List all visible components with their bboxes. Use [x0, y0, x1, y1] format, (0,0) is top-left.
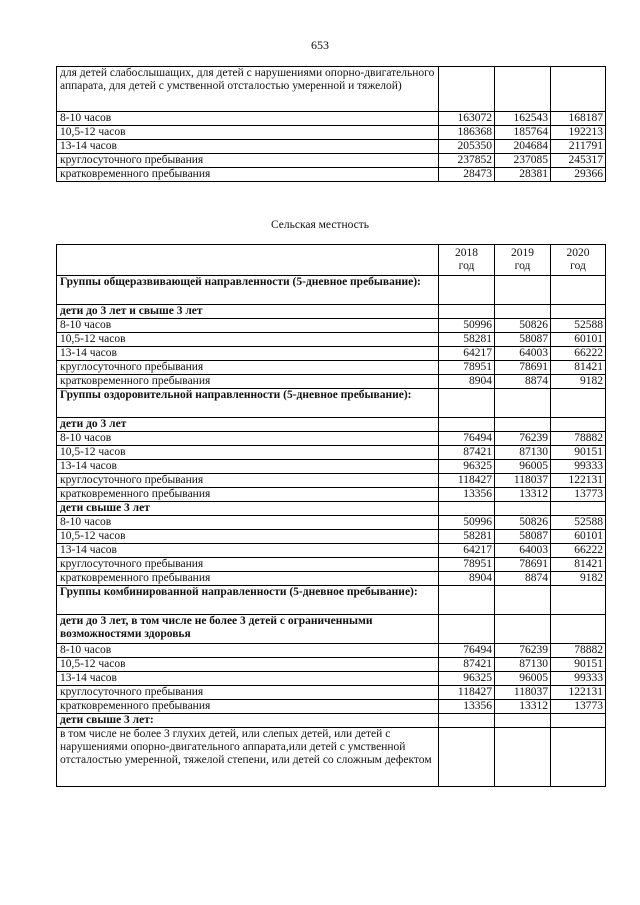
rural-rows	[57, 245, 606, 787]
table-row	[57, 502, 606, 516]
empty-cell	[495, 305, 551, 319]
empty-cell	[439, 418, 495, 432]
value-2018: 76494	[439, 432, 495, 446]
value-2018: 8904	[439, 375, 495, 389]
empty-cell	[495, 502, 551, 516]
value-2018: 13356	[439, 488, 495, 502]
row-label: 8-10 часов	[57, 432, 439, 446]
empty-cell	[495, 728, 551, 787]
table-row	[57, 432, 606, 446]
value-2020: 60101	[551, 333, 606, 347]
value-2018: 64217	[439, 544, 495, 558]
empty-cell	[551, 276, 606, 305]
table-row	[57, 474, 606, 488]
empty-cell	[439, 276, 495, 305]
value-2020: 9182	[551, 572, 606, 586]
empty-cell	[439, 728, 495, 787]
value-2018: 237852	[439, 154, 495, 168]
value-2019: 118037	[495, 474, 551, 488]
empty-cell	[495, 276, 551, 305]
row-label: для детей слабослышащих, для детей с нарушениями опорно-двигательного аппарата, для детей с умственной отсталостью умеренной и тяжелой)	[57, 67, 439, 112]
value-2020: 81421	[551, 361, 606, 375]
row-label: 10,5-12 часов	[57, 530, 439, 544]
value-2019: 8874	[495, 572, 551, 586]
table-row	[57, 389, 606, 418]
table-row	[57, 276, 606, 305]
row-label: 13-14 часов	[57, 460, 439, 474]
value-2019: 76239	[495, 644, 551, 658]
continuation-table	[56, 66, 606, 182]
value-2019: 76239	[495, 432, 551, 446]
empty-cell	[439, 305, 495, 319]
row-label: кратковременного пребывания	[57, 700, 439, 714]
header-2018: 2018 год	[439, 245, 495, 276]
table-row	[57, 644, 606, 658]
table-row	[57, 572, 606, 586]
value-2020: 245317	[551, 154, 606, 168]
value-2019: 13312	[495, 488, 551, 502]
empty-cell	[495, 586, 551, 615]
value-2019: 50826	[495, 516, 551, 530]
value-2019: 118037	[495, 686, 551, 700]
group-subtitle: дети до 3 лет и свыше 3 лет	[57, 305, 439, 319]
table-row	[57, 67, 606, 112]
table-row	[57, 140, 606, 154]
header-row	[57, 245, 606, 276]
table-row	[57, 516, 606, 530]
group-subtitle: дети свыше 3 лет:	[57, 714, 439, 728]
table-row	[57, 126, 606, 140]
group-title: Группы комбинированной направленности (5-дневное пребывание):	[57, 586, 439, 615]
value-2020: 78882	[551, 644, 606, 658]
value-2020: 13773	[551, 700, 606, 714]
table-row	[57, 714, 606, 728]
table-row	[57, 530, 606, 544]
value-2020: 192213	[551, 126, 606, 140]
value-2019: 237085	[495, 154, 551, 168]
section-title: Сельская местность	[270, 219, 370, 231]
empty-cell	[439, 389, 495, 418]
row-label: кратковременного пребывания	[57, 572, 439, 586]
value-2019: 78691	[495, 361, 551, 375]
value-2019: 87130	[495, 446, 551, 460]
value-2019: 78691	[495, 558, 551, 572]
row-label: 10,5-12 часов	[57, 126, 439, 140]
value-2018: 76494	[439, 644, 495, 658]
row-label: 10,5-12 часов	[57, 658, 439, 672]
empty-cell	[439, 714, 495, 728]
table-row	[57, 558, 606, 572]
row-label: кратковременного пребывания	[57, 488, 439, 502]
empty-cell	[551, 502, 606, 516]
table-row	[57, 418, 606, 432]
table-row	[57, 361, 606, 375]
value-2018: 50996	[439, 516, 495, 530]
table-row	[57, 168, 606, 182]
empty-cell	[551, 305, 606, 319]
value-2019: 204684	[495, 140, 551, 154]
row-label: 8-10 часов	[57, 644, 439, 658]
row-label: 13-14 часов	[57, 140, 439, 154]
value-2020: 52588	[551, 516, 606, 530]
table-row	[57, 460, 606, 474]
rural-table	[56, 244, 606, 787]
empty-cell	[495, 615, 551, 644]
value-2019: 8874	[495, 375, 551, 389]
value-2019: 64003	[495, 347, 551, 361]
table-row	[57, 672, 606, 686]
empty-cell	[439, 502, 495, 516]
table-row	[57, 446, 606, 460]
value-2020: 122131	[551, 686, 606, 700]
row-label: круглосуточного пребывания	[57, 558, 439, 572]
group-subtitle: дети свыше 3 лет	[57, 502, 439, 516]
value-2018: 64217	[439, 347, 495, 361]
empty-cell	[551, 615, 606, 644]
value-2019: 185764	[495, 126, 551, 140]
empty-cell	[551, 728, 606, 787]
value-2020: 66222	[551, 544, 606, 558]
value-2019: 58087	[495, 530, 551, 544]
value-2020: 99333	[551, 460, 606, 474]
empty-cell	[439, 586, 495, 615]
empty-cell	[551, 714, 606, 728]
header-2019: 2019 год	[495, 245, 551, 276]
value-2018: 87421	[439, 658, 495, 672]
value-2019: 64003	[495, 544, 551, 558]
table-row	[57, 544, 606, 558]
value-2019: 96005	[495, 460, 551, 474]
table-row	[57, 154, 606, 168]
row-label: круглосуточного пребывания	[57, 361, 439, 375]
table-row	[57, 658, 606, 672]
group-note: в том числе не более 3 глухих детей, или слепых детей, или детей с нарушениями опорно-двигательного аппарата,или детей с умственной отсталостью умеренной, тяжелой степени, или детей со сложным дефектом	[57, 728, 439, 787]
value-2020: 13773	[551, 488, 606, 502]
row-label: 8-10 часов	[57, 112, 439, 126]
empty-cell	[439, 615, 495, 644]
value-2018: 58281	[439, 333, 495, 347]
value-2020: 52588	[551, 319, 606, 333]
value-2018: 78951	[439, 558, 495, 572]
value-2018: 163072	[439, 112, 495, 126]
value-2019: 13312	[495, 700, 551, 714]
table-row	[57, 319, 606, 333]
header-2020: 2020 год	[551, 245, 606, 276]
row-label: 10,5-12 часов	[57, 333, 439, 347]
value-2018: 13356	[439, 700, 495, 714]
value-2018: 58281	[439, 530, 495, 544]
table-row	[57, 728, 606, 787]
value-2020: 29366	[551, 168, 606, 182]
empty-cell	[495, 418, 551, 432]
table-row	[57, 615, 606, 644]
header-empty-cell	[57, 245, 439, 276]
row-label: 13-14 часов	[57, 347, 439, 361]
value-2020: 60101	[551, 530, 606, 544]
empty-cell	[495, 389, 551, 418]
group-subtitle: дети до 3 лет	[57, 418, 439, 432]
row-label: круглосуточного пребывания	[57, 154, 439, 168]
empty-cell	[551, 389, 606, 418]
value-2020: 122131	[551, 474, 606, 488]
row-label: 13-14 часов	[57, 544, 439, 558]
row-label: кратковременного пребывания	[57, 168, 439, 182]
table-row	[57, 488, 606, 502]
page-number: 653	[311, 38, 329, 52]
value-2018: 28473	[439, 168, 495, 182]
empty-cell	[551, 586, 606, 615]
table-row	[57, 112, 606, 126]
value-2018: 50996	[439, 319, 495, 333]
value-2019: 50826	[495, 319, 551, 333]
value-2018: 118427	[439, 474, 495, 488]
empty-cell	[551, 418, 606, 432]
value-2020: 90151	[551, 658, 606, 672]
value-2020: 66222	[551, 347, 606, 361]
row-label: 8-10 часов	[57, 516, 439, 530]
row-label: кратковременного пребывания	[57, 375, 439, 389]
table-row	[57, 305, 606, 319]
value-2020: 90151	[551, 446, 606, 460]
value-2020: 78882	[551, 432, 606, 446]
table-row	[57, 333, 606, 347]
row-label: 8-10 часов	[57, 319, 439, 333]
table-row	[57, 375, 606, 389]
value-2020: 99333	[551, 672, 606, 686]
value-2019: 87130	[495, 658, 551, 672]
value-2018: 96325	[439, 460, 495, 474]
value-2019: 162543	[495, 112, 551, 126]
value-2018: 96325	[439, 672, 495, 686]
value-2019: 96005	[495, 672, 551, 686]
row-label: круглосуточного пребывания	[57, 686, 439, 700]
table-row	[57, 586, 606, 615]
group-subtitle: дети до 3 лет, в том числе не более 3 детей с ограниченными возможностями здоровья	[57, 615, 439, 644]
row-label: 10,5-12 часов	[57, 446, 439, 460]
value-2020: 168187	[551, 112, 606, 126]
table-row	[57, 686, 606, 700]
value-2018: 87421	[439, 446, 495, 460]
value-2018: 186368	[439, 126, 495, 140]
value-2020: 9182	[551, 375, 606, 389]
group-title: Группы оздоровительной направленности (5-дневное пребывание):	[57, 389, 439, 418]
value-2018: 205350	[439, 140, 495, 154]
row-label: 13-14 часов	[57, 672, 439, 686]
empty-cell	[495, 714, 551, 728]
value-2018: 118427	[439, 686, 495, 700]
table-row	[57, 700, 606, 714]
value-2020: 81421	[551, 558, 606, 572]
group-title: Группы общеразвивающей направленности (5-дневное пребывание):	[57, 276, 439, 305]
table-row	[57, 347, 606, 361]
value-2020: 211791	[551, 140, 606, 154]
value-2019: 58087	[495, 333, 551, 347]
value-2018: 78951	[439, 361, 495, 375]
row-label: круглосуточного пребывания	[57, 474, 439, 488]
value-2018: 8904	[439, 572, 495, 586]
value-2019: 28381	[495, 168, 551, 182]
continuation-rows	[57, 112, 606, 182]
